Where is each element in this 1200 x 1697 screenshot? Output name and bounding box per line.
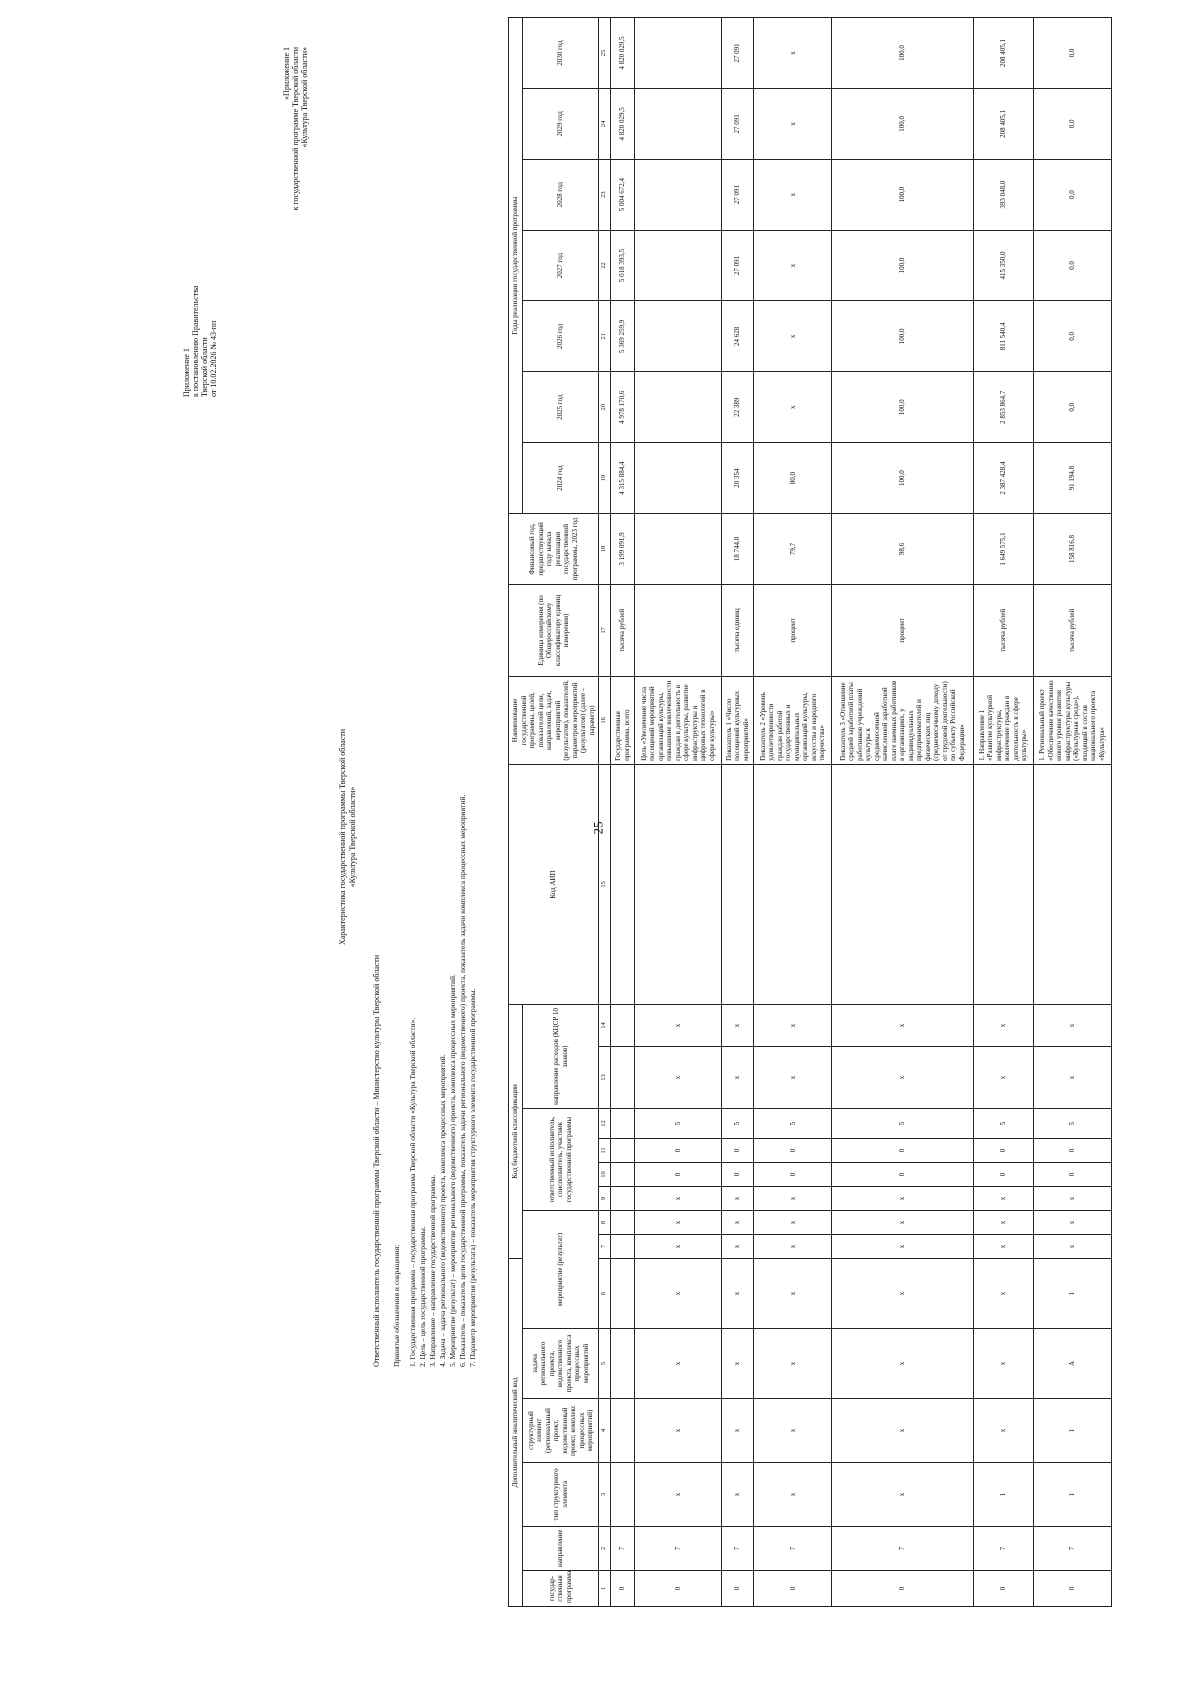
code-cell: х (832, 1210, 973, 1234)
column-number: 12 (599, 1108, 611, 1138)
code-cell: 5 (1033, 1108, 1111, 1138)
appendix-line: Приложение 1 (182, 348, 191, 397)
year-value-cell: 100,0 (832, 88, 973, 159)
name-cell: Показатель 3 «Отношение средней заработной платы работников учреждений культуры к среднемесячной начисленной заработной плате наемных работников в организациях, у индивидуальных предпринимателей и физических лиц (среднемесячному доходу от трудовой деятельности) по субъекту Российской Федерации» (832, 676, 973, 764)
year-value-cell: 4 820 029,5 (611, 18, 634, 89)
column-number: 3 (599, 1463, 611, 1527)
header-name: Наименование государственной программы, целей, показателей цели, направлений, задач, мероприятий (результатов), показателей, параметров мероприятий (результатов) (далее – параметр) (509, 676, 599, 764)
column-number: 24 (599, 88, 611, 159)
code-cell: х (973, 1210, 1033, 1234)
code-cell: 0 (754, 1138, 832, 1162)
year-value-cell (634, 18, 721, 89)
code-cell (1033, 764, 1111, 1004)
header-unit: Единица измерения (по Общероссийскому классификатору единиц измерения) (509, 584, 599, 676)
code-cell: х (754, 1258, 832, 1328)
year-value-cell (634, 301, 721, 372)
code-cell: 0 (634, 1138, 721, 1162)
header-year: 2026 год (523, 301, 599, 372)
column-number: 8 (599, 1210, 611, 1234)
base-value-cell: 1 649 575,1 (973, 514, 1033, 585)
column-number: 7 (599, 1234, 611, 1258)
code-cell: х (721, 1463, 754, 1527)
code-cell: х (973, 1399, 1033, 1463)
code-cell: 7 (611, 1527, 634, 1571)
header-years: Годы реализации государственной программы (509, 18, 523, 514)
name-cell: Показатель 2 «Уровень удовлетворенности граждан работой государственных и муниципальных организаций культуры, искусства и народного творчества» (754, 676, 832, 764)
code-cell: х (973, 1329, 1033, 1399)
code-cell (611, 1004, 634, 1046)
code-cell: х (754, 1186, 832, 1210)
year-value-cell: 0,0 (1033, 88, 1111, 159)
year-value-cell (634, 88, 721, 159)
code-cell: 7 (634, 1527, 721, 1571)
code-cell: х (634, 1329, 721, 1399)
appendix-program (282, 47, 309, 287)
code-cell: х (634, 1234, 721, 1258)
code-cell: х (754, 1329, 832, 1399)
year-value-cell: х (754, 372, 832, 443)
year-value-cell: 100,0 (832, 372, 973, 443)
code-cell: х (973, 1234, 1033, 1258)
name-cell: Показатель 1 «Число посещений культурных мероприятий» (721, 676, 754, 764)
base-value-cell: 158 816,8 (1033, 514, 1111, 585)
code-cell: х (832, 1258, 973, 1328)
year-value-cell: 0,0 (1033, 18, 1111, 89)
year-value-cell: 100,0 (832, 443, 973, 514)
code-cell: х (634, 1210, 721, 1234)
abbreviation-item: 4. Задача – задача регионального (ведомственного) проекта, комплекса процессных мероприятий. (438, 1054, 447, 1367)
code-cell: 0 (832, 1162, 973, 1186)
heading-line: «Культура Тверской области» (348, 786, 357, 888)
table-row (973, 18, 1033, 1607)
year-value-cell: 811 540,4 (973, 301, 1033, 372)
name-cell: 1. Направление 1 «Развитие культурной инфраструктуры, вовлечение граждан в деятельность в сфере культуры» (973, 676, 1033, 764)
code-cell: 0 (754, 1571, 832, 1607)
code-cell: 1 (1033, 1463, 1111, 1527)
code-cell: х (721, 1399, 754, 1463)
appendix-line: от 10.02.2026 № 43-пп (209, 320, 218, 397)
code-cell: х (721, 1210, 754, 1234)
code-cell: 0 (832, 1571, 973, 1607)
year-value-cell: 100,0 (832, 301, 973, 372)
code-cell: 7 (754, 1527, 832, 1571)
base-value-cell: 18 744,0 (721, 514, 754, 585)
year-value-cell: 4 820 029,5 (611, 88, 634, 159)
abbreviation-item: 1. Государственная программа – государственная программа Тверской области «Культура Тверской области». (408, 1017, 417, 1367)
appendix-line: «Культура Тверской области» (300, 47, 309, 148)
year-value-cell: 0,0 (1033, 230, 1111, 301)
base-value-cell: 98,6 (832, 514, 973, 585)
year-value-cell: 5 018 393,5 (611, 230, 634, 301)
abbreviation-item: 7. Параметр мероприятия (результата) – показатель мероприятия структурного элемента государственной программы. (468, 988, 477, 1367)
appendix-line: к государственной программе Тверской области (291, 47, 300, 211)
base-value-cell: 79,7 (754, 514, 832, 585)
year-value-cell: х (754, 230, 832, 301)
column-number: 19 (599, 443, 611, 514)
year-value-cell: 2 853 864,7 (973, 372, 1033, 443)
heading-line: Характеристика государственной программы Тверской области (338, 728, 347, 946)
code-cell: 7 (721, 1527, 754, 1571)
code-cell (611, 764, 634, 1004)
header-gp: государ-ственная программа (523, 1571, 599, 1607)
abbreviation-item: 2. Цель – цель государственной программы. (418, 1226, 427, 1367)
appendix-line: Тверской области (200, 337, 209, 397)
column-number: 23 (599, 159, 611, 230)
appendix-note (182, 286, 218, 397)
code-cell (973, 764, 1033, 1004)
year-value-cell: 0,0 (1033, 301, 1111, 372)
code-cell (611, 1162, 634, 1186)
year-value-cell: 100,0 (832, 159, 973, 230)
code-cell: х (1033, 1004, 1111, 1046)
code-cell: х (634, 1258, 721, 1328)
year-value-cell: 5 004 672,4 (611, 159, 634, 230)
year-value-cell: 20 354 (721, 443, 754, 514)
year-value-cell: х (754, 88, 832, 159)
appendix-line: к постановлению Правительства (191, 285, 200, 397)
year-value-cell: 208 405,1 (973, 18, 1033, 89)
code-cell: 0 (634, 1571, 721, 1607)
column-number: 1 (599, 1571, 611, 1607)
header-task: задача регионального проекта, ведомственного проекта, комплекса процессных мероприятий (523, 1329, 599, 1399)
code-cell: х (832, 1046, 973, 1108)
column-number: 4 (599, 1399, 611, 1463)
name-cell: Цель «Увеличение числа посещений мероприятий организаций культуры, повышение вовлеченности граждан в деятельность в сфере культуры, развитие инфраструктуры и цифровых технологий в сфере культуры» (634, 676, 721, 764)
year-value-cell: 0,0 (1033, 372, 1111, 443)
column-number: 10 (599, 1162, 611, 1186)
code-cell: х (634, 1046, 721, 1108)
code-cell: 1 (973, 1463, 1033, 1527)
base-value-cell: 3 199 091,9 (611, 514, 634, 585)
column-number: 22 (599, 230, 611, 301)
code-cell: 0 (721, 1138, 754, 1162)
year-value-cell: 22 389 (721, 372, 754, 443)
unit-cell (634, 584, 721, 676)
code-cell: х (973, 1004, 1033, 1046)
header-executor: ответственный исполнитель, соисполнитель, участник государственной программы (523, 1108, 599, 1210)
column-number: 16 (599, 676, 611, 764)
header-year: 2029 год (523, 88, 599, 159)
table-row (611, 18, 634, 1607)
year-value-cell: х (754, 301, 832, 372)
code-cell: 7 (973, 1527, 1033, 1571)
code-cell: х (832, 1399, 973, 1463)
year-value-cell: 393 048,0 (973, 159, 1033, 230)
unit-cell: тысяча рублей (1033, 584, 1111, 676)
year-value-cell (634, 230, 721, 301)
code-cell: 0 (754, 1162, 832, 1186)
code-cell: х (754, 1399, 832, 1463)
unit-cell: процент (754, 584, 832, 676)
code-cell: х (973, 1046, 1033, 1108)
year-value-cell: 27 091 (721, 230, 754, 301)
code-cell: х (832, 1234, 973, 1258)
code-cell (611, 1210, 634, 1234)
code-cell: 5 (832, 1108, 973, 1138)
code-cell: х (634, 1186, 721, 1210)
year-value-cell: 27 091 (721, 88, 754, 159)
code-cell (832, 764, 973, 1004)
code-cell (611, 1463, 634, 1527)
code-cell (754, 764, 832, 1004)
column-number: 13 (599, 1046, 611, 1108)
code-cell: 1 (1033, 1399, 1111, 1463)
code-cell (721, 764, 754, 1004)
header-base-year: Финансовый год, предшествующий году начала реализации государственной программы, 2023 год (509, 514, 599, 585)
code-cell: х (721, 1046, 754, 1108)
code-cell: х (634, 1004, 721, 1046)
code-cell: 5 (721, 1108, 754, 1138)
column-number: 2 (599, 1527, 611, 1571)
code-cell (611, 1329, 634, 1399)
table-row (754, 18, 832, 1607)
year-value-cell (634, 159, 721, 230)
unit-cell: тысяча единиц (721, 584, 754, 676)
column-number: 21 (599, 301, 611, 372)
year-value-cell: 5 369 259,9 (611, 301, 634, 372)
code-cell (611, 1138, 634, 1162)
code-cell: х (634, 1399, 721, 1463)
unit-cell: процент (832, 584, 973, 676)
code-cell: х (1033, 1186, 1111, 1210)
header-struct: структурный элемент (региональный проект, ведомственный проект, комплекс процессных мероприятий) (523, 1399, 599, 1463)
column-number: 6 (599, 1258, 611, 1328)
code-cell: х (634, 1463, 721, 1527)
header-event: мероприятие (результат) (523, 1210, 599, 1328)
code-cell: х (1033, 1046, 1111, 1108)
header-budget-code: Код бюджетной классификации (509, 1004, 523, 1258)
header-year: 2028 год (523, 159, 599, 230)
year-value-cell: 24 628 (721, 301, 754, 372)
abbreviations-title: Принятые обозначения и сокращения: (392, 1244, 401, 1367)
year-value-cell: 415 350,0 (973, 230, 1033, 301)
code-cell (634, 764, 721, 1004)
code-cell (611, 1186, 634, 1210)
year-value-cell: 80,0 (754, 443, 832, 514)
unit-cell: тысяча рублей (973, 584, 1033, 676)
table-row (1033, 18, 1111, 1607)
year-value-cell: 0,0 (1033, 159, 1111, 230)
code-cell: х (721, 1186, 754, 1210)
name-cell: Государственная программа, всего (611, 676, 634, 764)
year-value-cell: 2 387 428,4 (973, 443, 1033, 514)
code-cell: х (754, 1004, 832, 1046)
program-table (508, 17, 1112, 1607)
table-row (634, 18, 721, 1607)
code-cell: х (832, 1463, 973, 1527)
year-value-cell: 208 405,1 (973, 88, 1033, 159)
abbreviation-item: 5. Мероприятие (результат) – мероприятие регионального (ведомственного) проекта, комплекса процессных мероприятий. (448, 974, 457, 1367)
year-value-cell: 100,0 (832, 230, 973, 301)
year-value-cell: 91 194,8 (1033, 443, 1111, 514)
document-heading (338, 537, 358, 1137)
year-value-cell (634, 443, 721, 514)
code-cell: х (973, 1186, 1033, 1210)
code-cell: х (721, 1329, 754, 1399)
code-cell: 0 (973, 1162, 1033, 1186)
code-cell: 5 (634, 1108, 721, 1138)
year-value-cell: х (754, 18, 832, 89)
code-cell: х (1033, 1234, 1111, 1258)
code-cell: х (754, 1234, 832, 1258)
code-cell (611, 1399, 634, 1463)
code-cell: х (754, 1210, 832, 1234)
code-cell: х (721, 1234, 754, 1258)
year-value-cell: х (754, 159, 832, 230)
table-row (832, 18, 973, 1607)
code-cell: х (973, 1258, 1033, 1328)
code-cell: х (832, 1004, 973, 1046)
abbreviations (392, 467, 478, 1367)
year-value-cell: 27 091 (721, 159, 754, 230)
column-number: 25 (599, 18, 611, 89)
code-cell: 7 (1033, 1527, 1111, 1571)
code-cell: 0 (634, 1162, 721, 1186)
code-cell: 7 (832, 1527, 973, 1571)
code-cell: 5 (754, 1108, 832, 1138)
code-cell: х (832, 1329, 973, 1399)
code-cell: х (1033, 1210, 1111, 1234)
abbreviation-item: 3. Направление – направление государственной программы. (428, 1174, 437, 1367)
column-number: 20 (599, 372, 611, 443)
code-cell: 0 (973, 1571, 1033, 1607)
year-value-cell: 4 978 170,6 (611, 372, 634, 443)
column-number: 17 (599, 584, 611, 676)
base-value-cell (634, 514, 721, 585)
year-value-cell (634, 372, 721, 443)
code-cell: 0 (1033, 1571, 1111, 1607)
code-cell (611, 1258, 634, 1328)
code-cell: х (721, 1004, 754, 1046)
code-cell (611, 1108, 634, 1138)
header-aip-code: Код АИП (509, 764, 599, 1004)
code-cell: 0 (832, 1138, 973, 1162)
column-number: 14 (599, 1004, 611, 1046)
column-number: 9 (599, 1186, 611, 1210)
code-cell: 0 (1033, 1162, 1111, 1186)
code-cell (611, 1234, 634, 1258)
header-year: 2025 год (523, 372, 599, 443)
page-number: 25 (590, 821, 606, 835)
code-cell (611, 1046, 634, 1108)
year-value-cell: 27 091 (721, 18, 754, 89)
code-cell: х (832, 1186, 973, 1210)
code-cell: 1 (1033, 1258, 1111, 1328)
table-row (721, 18, 754, 1607)
header-direction: направление (523, 1527, 599, 1571)
name-cell: 1. Региональный проект «Обеспечение качественно нового уровня развития инфраструктуры культуры («Культурная среда»), входящий в состав национального проекта «Культура» (1033, 676, 1111, 764)
column-number: 18 (599, 514, 611, 585)
code-cell: 0 (721, 1162, 754, 1186)
year-value-cell: 100,0 (832, 18, 973, 89)
column-number: 15 (599, 764, 611, 1004)
code-cell: 0 (973, 1138, 1033, 1162)
column-numbers-row (599, 18, 611, 1607)
code-cell: 0 (1033, 1138, 1111, 1162)
code-cell: 0 (611, 1571, 634, 1607)
header-year: 2030 год (523, 18, 599, 89)
code-cell: х (721, 1258, 754, 1328)
header-type: тип структурного элемента (523, 1463, 599, 1527)
appendix-line: «Приложение 1 (282, 47, 291, 100)
code-cell: х (754, 1463, 832, 1527)
column-number: 5 (599, 1329, 611, 1399)
unit-cell: тысяча рублей (611, 584, 634, 676)
header-year: 2024 год (523, 443, 599, 514)
column-number: 11 (599, 1138, 611, 1162)
code-cell: 5 (973, 1108, 1033, 1138)
responsible-executor: Ответственный исполнитель государственной программы Тверской области – Министерство культуры Тверской области (372, 954, 381, 1367)
year-value-cell: 4 315 884,4 (611, 443, 634, 514)
code-cell: х (754, 1046, 832, 1108)
header-year: 2027 год (523, 230, 599, 301)
header-extra-code: Дополнительный аналитический код (509, 1258, 523, 1606)
code-cell: А (1033, 1329, 1111, 1399)
abbreviation-item: 6. Показатель – показатель цели государственной программы, показатель задачи регионального (ведомственного) проекта, показатель задачи комплекса процессных мероприятий. (458, 794, 467, 1367)
header-kvr: направление расходов (КЦСР 10 знаков) (523, 1004, 599, 1108)
code-cell: 0 (721, 1571, 754, 1607)
